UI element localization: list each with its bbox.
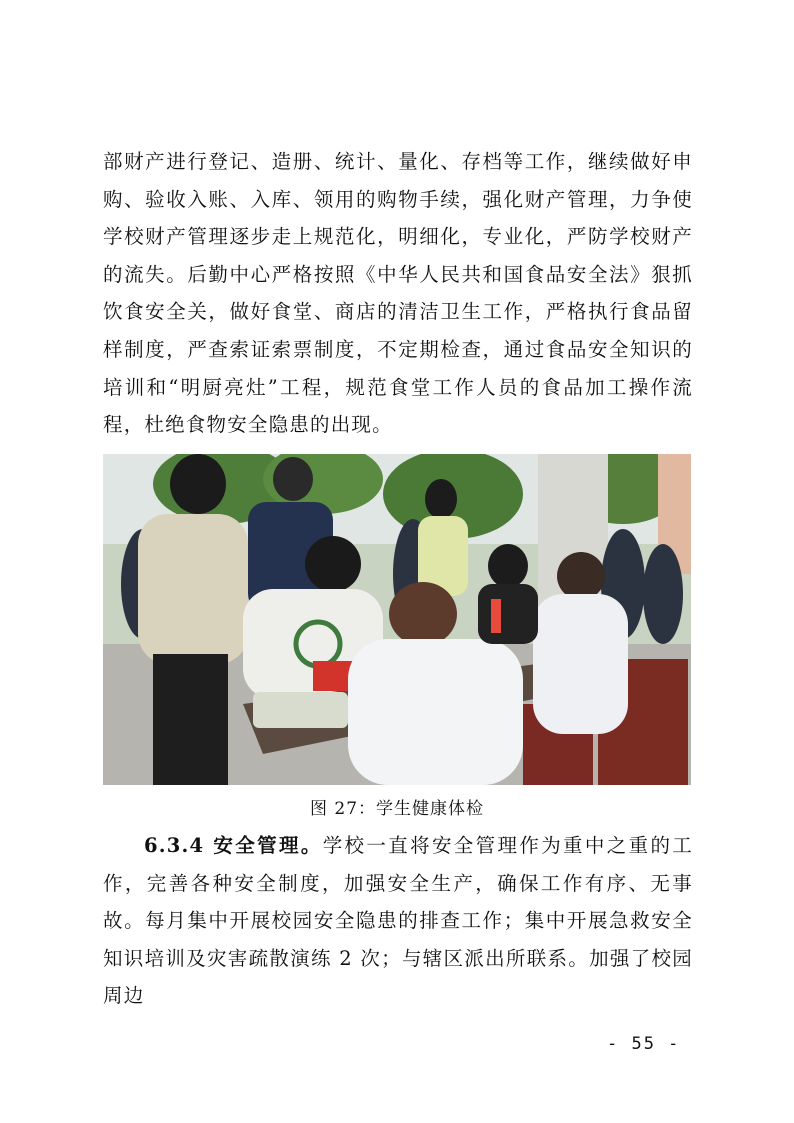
figure-caption: 图 27：学生健康体检 <box>309 799 485 819</box>
body-paragraph: 部财产进行登记、造册、统计、量化、存档等工作，继续做好申购、验收入账、入库、领用的购物手续，强化财产管理，力争使学校财产管理逐步走上规范化，明细化，专业化，严防学校财产的流失。后勤中心严格按照《中华人民共和国食品安全法》狠抓饮食安全关，做好食堂、商店的清洁卫生工作，严格执行食品留样制度，严查索证索票制度，不定期检查，通过食品安全知识的培训和“明厨亮灶”工程，规范食堂工作人员的食品加工操作流程，杜绝食物安全隐患的出现。 <box>103 150 693 437</box>
page-number: - 55 - <box>607 1034 681 1054</box>
health-checkup-photo <box>103 454 691 785</box>
section-heading: 6.3.4 安全管理。 <box>144 834 323 857</box>
section-body-text: 学校一直将安全管理作为重中之重的工作，完善各种安全制度，加强安全生产，确保工作有序、无事故。每月集中开展校园安全隐患的排查工作；集中开展急救安全知识培训及灾害疏散演练 2 次；与辖区派出所联系。加强了校园周边 <box>103 834 693 1008</box>
section-paragraph <box>103 827 693 1015</box>
